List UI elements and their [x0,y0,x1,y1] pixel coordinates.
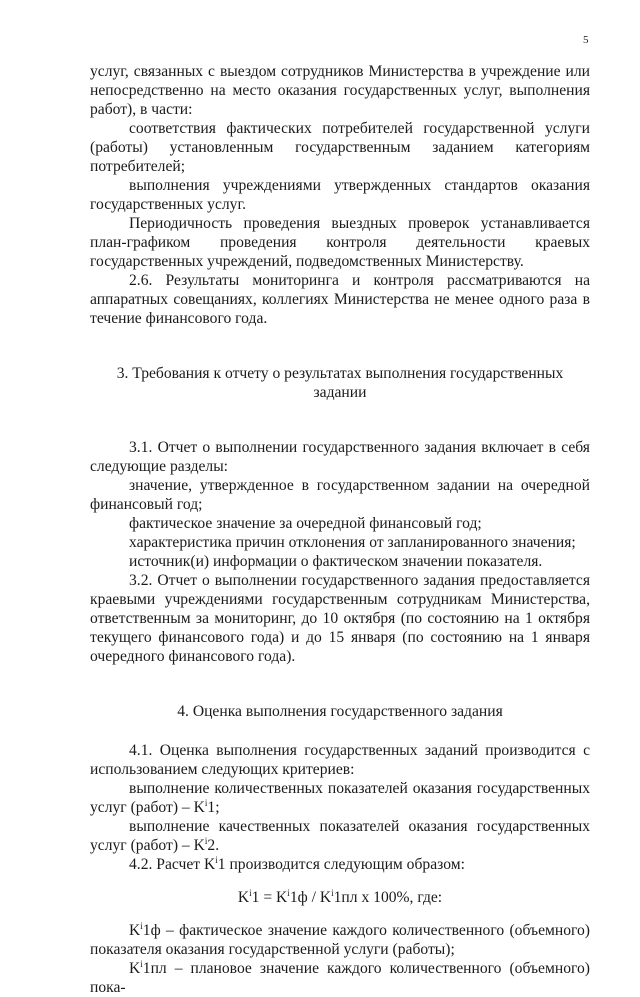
section3-heading: 3. Требования к отчету о результатах выполнения государственных задании [116,365,564,401]
section3-paragraph-6: 3.2. Отчет о выполнении государственного задания предоставляется краевыми учреждениями государственным сотрудникам Министерства, ответственным за мониторинг, до 10 октября (по состоянию на 1 октября текущего финансового года) и до 15 января (по состоянию на 1 января очередного финансового года). [90,572,590,665]
section4-paragraph-2: выполнение количественных показателей оказания государственных услуг (работ) – $K^i1$; [90,780,590,816]
section4-paragraph-6: $K^i1пл$ – плановое значение каждого количественного (объемного) пока- [90,958,590,996]
section2-paragraph-2: соответствия фактических потребителей государственной услуги (работы) установленным государственным заданием категориям потребителей; [90,120,590,175]
section2-paragraph-3: выполнения учреждениями утвержденных стандартов оказания государственных услуг. [90,177,590,213]
section4-paragraph-4: 4.2. Расчет $K^i1$ производится следующим образом: [129,854,465,873]
section2-paragraph-1: услуг, связанных с выездом сотрудников Министерства в учреждение или непосредственно на место оказания государственных услуг, выполнения работ), в части: [90,63,590,118]
section3-paragraph-3: фактическое значение за очередной финансовый год; [129,515,482,532]
section4-paragraph-1: 4.1. Оценка выполнения государственных заданий производится с использованием следующих критериев: [90,742,590,778]
section4-heading: 4. Оценка выполнения государственного задания [177,703,503,720]
section3-paragraph-4: характеристика причин отклонения от запланированного значения; [129,534,576,551]
section3-paragraph-1: 3.1. Отчет о выполнении государственного задания включает в себя следующие разделы: [90,439,590,475]
section3-paragraph-2: значение, утвержденное в государственном задании на очередной финансовый год; [90,477,590,513]
section4-paragraph-3: выполнение качественных показателей оказания государственных услуг (работ) – $K^i2$. [90,818,590,854]
page-number: 5 [583,34,589,46]
section3-paragraph-5: источник(и) информации о фактическом значении показателя. [129,553,543,570]
section2-paragraph-4: Периодичность проведения выездных проверок устанавливается план-графиком проведения контроля деятельности краевых государственных учреждений, подведомственных Министерству. [90,215,590,270]
formula: $K^i1 = K^i1ф / K^i1пл$ х 100%, где: [237,887,443,906]
section4-paragraph-5: $K^i1ф$ – фактическое значение каждого количественного (объемного) показателя оказания государственной услуги (работы); [90,920,590,958]
section2-paragraph-5: 2.6. Результаты мониторинга и контроля рассматриваются на аппаратных совещаниях, коллегиях Министерства не менее одного раза в течение финансового года. [90,272,590,327]
